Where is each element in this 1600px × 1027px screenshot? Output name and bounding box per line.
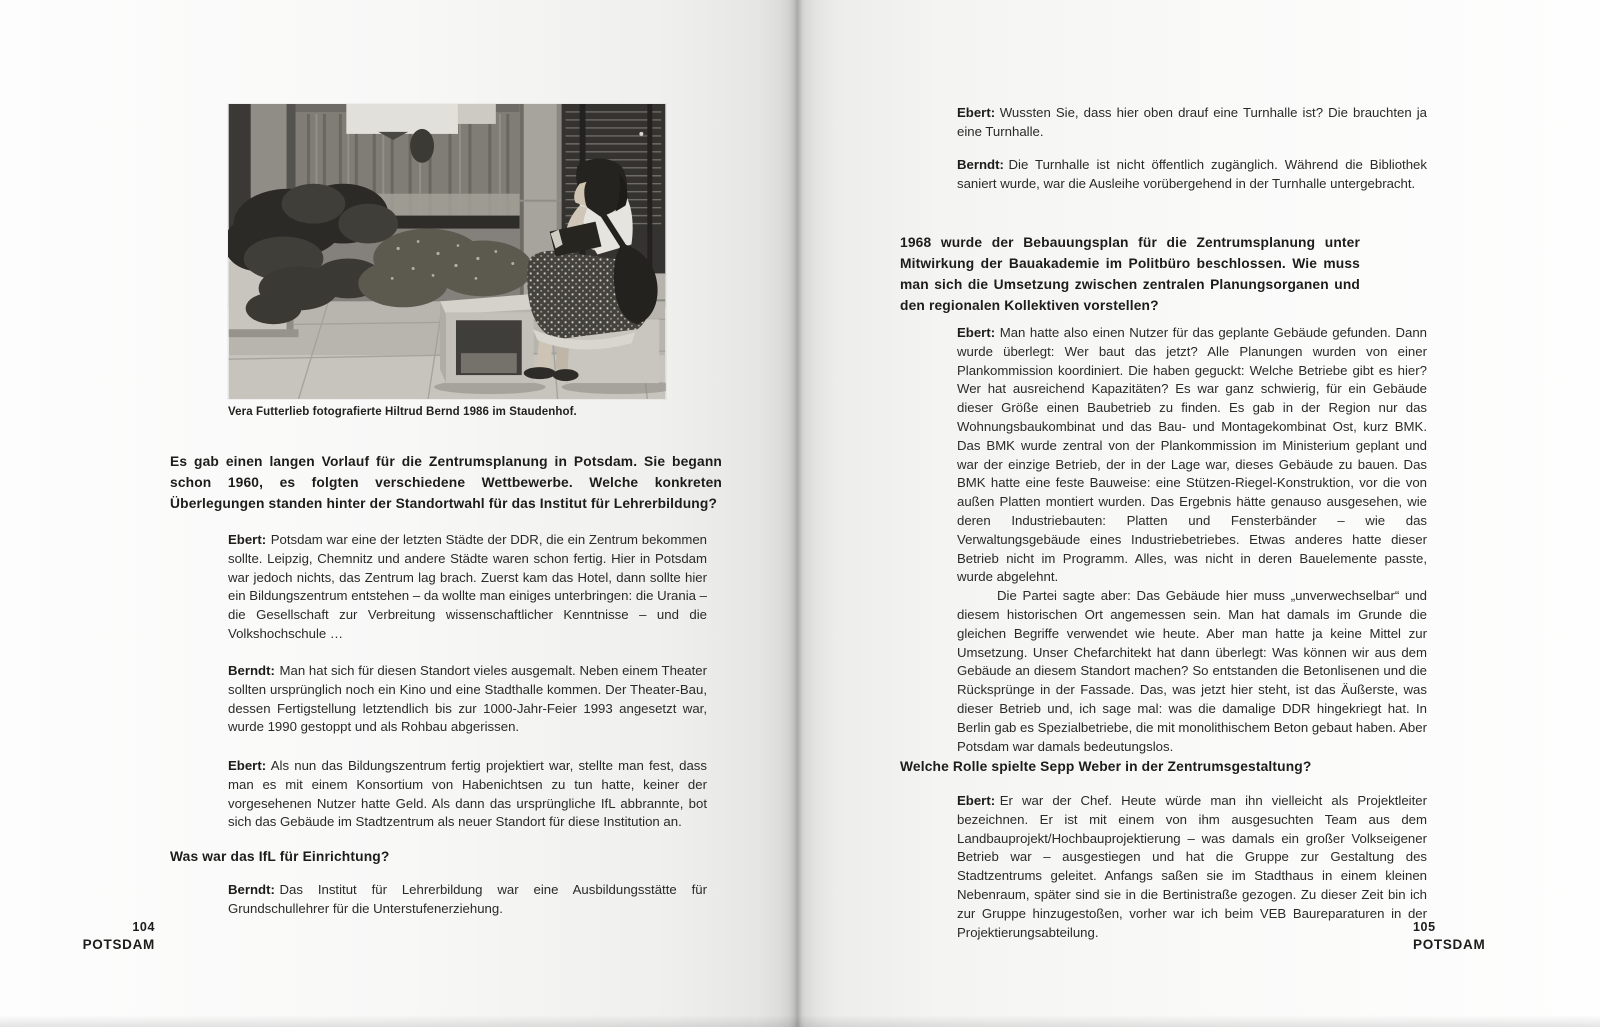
- footer-running-title: POTSDAM: [1413, 937, 1486, 952]
- interview-question: Was war das IfL für Einrichtung?: [170, 849, 390, 864]
- page-right: [797, 0, 1600, 1027]
- answer-text: Das Institut für Lehrerbildung war eine Ausbildungsstätte für Grundschullehrer für die Unterstufenerziehung.: [228, 882, 707, 916]
- interview-question: 1968 wurde der Bebauungsplan für die Zentrumsplanung unter Mitwirkung der Bauakademie im Politbüro beschlossen. Wie muss man sich die Umsetzung zwischen zentralen Planungsorganen und den regionalen Kollektiven vorstellen?: [900, 235, 1360, 313]
- interview-answer: [957, 156, 1427, 194]
- interview-answer: [228, 881, 707, 919]
- answer-text: Die Partei sagte aber: Das Gebäude hier muss „unverwechselbar“ und diesem historischen Ort angemessen sein. Man hat damals im Grunde die gleichen Begriffe verwendet wie heute. Aber man hatte ja keine Mittel zur Umsetzung. Unser Chefarchitekt hat dann überlegt: Was können wir aus dem Gebäude an diesem Standort machen? So entstanden die Betonlisenen und die Rücksprünge in der Fassade. Das, was jetzt hier steht, ist das Äußerste, was dieser Betrieb und, ich sage mal: was die damalige DDR hingekriegt hat. In Berlin gab es Spezialbetriebe, die mit monolithischem Beton gebaut haben. Aber Potsdam war damals bedeutungslos.: [957, 588, 1427, 754]
- footer-left: [55, 919, 155, 953]
- page-left: [0, 0, 797, 1027]
- speaker-name: Ebert:: [957, 325, 996, 340]
- interview-answer: [228, 757, 707, 832]
- answer-text: Die Turnhalle ist nicht öffentlich zugänglich. Während die Bibliothek saniert wurde, war die Ausleihe vorübergehend in der Turnhalle untergebracht.: [957, 157, 1427, 191]
- speaker-name: Berndt:: [228, 882, 275, 897]
- speaker-name: Berndt:: [957, 157, 1004, 172]
- photo-caption: Vera Futterlieb fotografierte Hiltrud Bernd 1986 im Staudenhof.: [228, 406, 577, 418]
- interview-answer: [957, 104, 1427, 142]
- interview-question: Es gab einen langen Vorlauf für die Zentrumsplanung in Potsdam. Sie begann schon 1960, es folgten verschiedene Wettbewerbe. Welche konkreten Überlegungen standen hinter der Standortwahl für das Institut für Lehrerbildung?: [170, 454, 722, 511]
- speaker-name: Ebert:: [228, 758, 267, 773]
- interview-answer: [228, 531, 707, 644]
- page-number: 104: [132, 920, 155, 934]
- answer-text: Wussten Sie, dass hier oben drauf eine Turnhalle ist? Die brauchten ja eine Turnhalle.: [957, 105, 1427, 139]
- interview-question: Welche Rolle spielte Sepp Weber in der Zentrumsgestaltung?: [900, 759, 1312, 774]
- interview-answer: [957, 324, 1427, 756]
- answer-text: Man hatte also einen Nutzer für das geplante Gebäude gefunden. Dann wurde überlegt: Wer baut das jetzt? Alle Planungen wurden von einer Plankommission koordiniert. Die haben geguckt: Welche Betriebe gibt es hier? Wer hat ausreichend Kapazitäten? Es war ganz schwierig, für ein Gebäude dieser Größe einen Baubetrieb zu finden. Es gab in der Region nur das Wohnungsbaukombinat und das Bau- und Montagekombinat Ost, kurz BMK. Das BMK wurde zentral von der Plankommission im Ministerium geplant und war der einzige Betrieb, der in der Lage war, dieses Gebäude zu bauen. Das BMK hatte eine feste Bauweise: eine Stützen-Riegel-Konstruktion, vor die von außen Platten montiert wurden. Das Ergebnis hätte genauso ausgesehen, wie deren Industriebauten: Platten und Fensterbänder – wie das Verwaltungsgebäude eines Industriebetriebes. Etwas anderes hatte dieser Betrieb nicht im Programm. Alles, was nicht in deren Bauelemente passte, wurde abgelehnt.: [957, 325, 1427, 585]
- page-number: 105: [1413, 920, 1436, 934]
- photo-figure: [228, 104, 666, 399]
- footer-right: [1413, 919, 1523, 953]
- answer-text: Man hat sich für diesen Standort vieles ausgemalt. Neben einem Theater sollten ursprünglich noch ein Kino und eine Stadthalle kommen. Der Theater-Bau, dessen Fertigstellung letztendlich bis zur 1000-Jahr-Feier 1993 angesetzt war, wurde 1990 gestoppt und als Rohbau abgerissen.: [228, 663, 707, 735]
- speaker-name: Berndt:: [228, 663, 275, 678]
- speaker-name: Ebert:: [957, 793, 996, 808]
- answer-text: Er war der Chef. Heute würde man ihn vielleicht als Projektleiter bezeichnen. Er ist mit einem von ihm ausgesuchten Team aus dem Landbauprojekt/Hochbauprojektierung – was damals ein großer Volkseigener Betrieb war – ausgestiegen und hat die Gruppe zur Gestaltung des Stadtzentrums geleitet. Anfangs saßen sie im Stadthaus in einem kleinen Nebenraum, später sind sie in die Bertinistraße gezogen. Zu dieser Zeit bin ich zur Gruppe hinzugestoßen, vorher war ich beim VEB Baureparaturen in der Projektierungsabteilung.: [957, 793, 1427, 940]
- answer-text: Als nun das Bildungszentrum fertig projektiert war, stellte man fest, dass man es mit einem Konsortium von Habenichtsen zu tun hatte, keiner der vorgesehenen Nutzer hatte Geld. Als dann das ursprüngliche IfL abbrannte, bot sich das Gebäude im Stadtzentrum als neuer Standort für diese Institution an.: [228, 758, 707, 830]
- staudenhof-photo: [228, 104, 666, 399]
- speaker-name: Ebert:: [957, 105, 996, 120]
- answer-text: Potsdam war eine der letzten Städte der DDR, die ein Zentrum bekommen sollte. Leipzig, Chemnitz und andere Städte waren schon fertig. Hier in Potsdam war jedoch nichts, das Zentrum lag brach. Zuerst kam das Hotel, dann sollte hier ein Bildungszentrum entstehen – da wollte man einiges unterbringen: die Urania – die Gesellschaft zur Verbreitung wissenschaftlicher Kenntnisse – und die Volkshochschule …: [228, 532, 707, 641]
- interview-answer: [957, 792, 1427, 942]
- footer-running-title: POTSDAM: [82, 937, 155, 952]
- speaker-name: Ebert:: [228, 532, 267, 547]
- interview-answer: [228, 662, 707, 737]
